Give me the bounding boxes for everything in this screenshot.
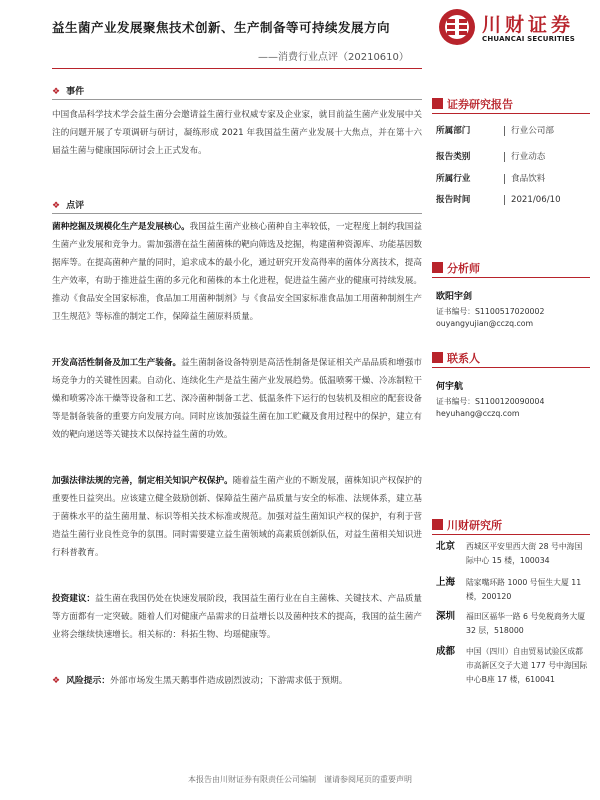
header-divider xyxy=(52,68,422,69)
section-event-heading: ❖ 事件 xyxy=(52,87,85,97)
office-city: 深圳 xyxy=(436,611,456,622)
paragraph-3-lead: 加强法律法规的完善，制定相关知识产权保护。 xyxy=(52,476,233,486)
red-block-icon xyxy=(432,519,443,530)
analyst-cert: 证书编号：S1100517020002 xyxy=(436,307,545,316)
office-address: 中国（四川）自由贸易试验区成都市高新区交子大道 177 号中海国际中心B座 17 楼，610041 xyxy=(466,647,588,684)
analyst-name: 欧阳宇剑 xyxy=(436,292,473,302)
page-footer: 本报告由川财证券有限责任公司编制 谨请参阅尾页的重要声明 xyxy=(188,775,412,784)
risk-line xyxy=(52,673,348,686)
comment-paragraph-1 xyxy=(52,218,422,326)
analyst-divider xyxy=(432,277,590,278)
office-city: 北京 xyxy=(436,541,456,552)
institute-heading: 川财研究所 xyxy=(432,517,502,533)
paragraph-2-body: 益生菌制备设备特别是高活性制备是保证相关产品品质和增强市场竞争力的关键性因素。自动化、连续化生产是益生菌产业发展趋势。低温喷雾干燥、冷冻制粒干燥和喷雾冷冻干燥等设备和工艺、深冷菌种制备工艺、低温条件下运行的包装机及相应的配套设备等是制备装备的重要方向发展方向。同时应该加强益生菌在加工贮藏及食用过程中的保护，建立有效的靶向递送等关键技术以保持益生菌的功效。 xyxy=(52,358,422,440)
diamond-icon: ❖ xyxy=(52,87,61,97)
report-info-row: 所属行业 食品饮料 xyxy=(436,174,546,184)
risk-text: 外部市场发生黑天鹅事件造成剧烈波动；下游需求低于预期。 xyxy=(110,676,348,686)
diamond-icon: ❖ xyxy=(52,676,61,686)
report-info-row: 所属部门 行业公司部 xyxy=(436,126,554,136)
comment-paragraph-2 xyxy=(52,354,422,444)
contact-cert: 证书编号：S1100120090004 xyxy=(436,397,545,406)
analyst-heading: 分析师 xyxy=(432,260,480,276)
logo-cn-text: 川财证券 xyxy=(482,14,575,36)
page-title: 益生菌产业发展聚焦技术创新、生产制备等可持续发展方向 xyxy=(52,20,391,35)
office-city: 上海 xyxy=(436,577,456,588)
office-address: 陆家嘴环路 1000 号恒生大厦 11 楼，200120 xyxy=(466,578,582,601)
section-comment-divider xyxy=(52,213,422,214)
red-block-icon xyxy=(432,98,443,109)
page-subtitle: ——消费行业点评（20210610） xyxy=(258,52,409,63)
paragraph-1-body: 我国益生菌产业核心菌种自主率较低，一定程度上制约我国益生菌产业发展和竞争力。需加强潜在益生菌菌株的靶向筛选及挖掘，构建菌种资源库、功能基因数据库等。在提高菌种产量的同时，追求成本的最小化，通过研究开发高得率的菌体分离技术，提高生产效率，有助于推进益生菌的多元化和菌株的本土化进程，促进益生菌产业的健康可持续发展。推动《食品安全国家标准，食品加工用菌种制剂》与《食品安全国家标准食品加工用菌种制剂生产卫生规范》等标准的制定工作，保障益生菌原料质量。 xyxy=(52,222,422,322)
report-info-row: 报告类别 行业动态 xyxy=(436,152,546,162)
contact-name: 何宇航 xyxy=(436,382,464,392)
risk-heading: 风险提示： xyxy=(66,676,111,686)
institute-divider xyxy=(432,534,590,535)
report-info-row: 报告时间 2021/06/10 xyxy=(436,195,561,205)
red-block-icon xyxy=(432,262,443,273)
diamond-icon: ❖ xyxy=(52,201,61,211)
comment-paragraph-3 xyxy=(52,472,422,562)
office-city: 成都 xyxy=(436,646,456,657)
report-info-divider xyxy=(432,113,590,114)
analyst-email[interactable]: ouyangyujian@cczq.com xyxy=(436,319,534,328)
logo-mark-icon xyxy=(438,8,476,46)
contact-divider xyxy=(432,367,590,368)
event-text: 中国食品科学技术学会益生菌分会邀请益生菌行业权威专家及企业家，就目前益生菌产业发展中关注的问题开展了专项调研与研讨，凝练形成 2021 年我国益生菌产业发展十大焦点，并在第十六届益生菌与健康国际研讨会上正式发布。 xyxy=(52,110,422,156)
paragraph-2-lead: 开发高活性制备及加工生产装备。 xyxy=(52,358,182,368)
red-block-icon xyxy=(432,352,443,363)
paragraph-3-body: 随着益生菌产业的不断发展，菌株知识产权保护的重要性日益突出。应该建立健全鼓励创新、保障益生菌产品质量与安全的标准、法规体系，建立基于菌株水平的益生菌用量、标识等相关技术标准或规范。加强对益生菌知识产权的保护，有利于营造益生菌行业良性竞争的氛围。同时需要建立益生菌领域的高素质创新队伍，对益生菌相关知识进行科普教育。 xyxy=(52,476,422,558)
section-event-divider xyxy=(52,99,422,100)
paragraph-4-body: 益生菌在我国仍处在快速发展阶段，我国益生菌行业在自主菌株、关键技术、产品质量等方面都有一定突破。随着人们对健康产品需求的日益增长以及菌种技术的提高，我国的益生菌产业将会继续快速增长。相关标的：科拓生物、均瑶健康等。 xyxy=(52,594,422,640)
paragraph-1-lead: 菌种挖掘及规模化生产是发展核心。 xyxy=(52,222,190,232)
office-address: 福田区福华一路 6 号免税商务大厦 32 层，518000 xyxy=(466,612,586,635)
logo-en-text: CHUANCAI SECURITIES xyxy=(482,35,575,43)
contact-email[interactable]: heyuhang@cczq.com xyxy=(436,409,520,418)
company-logo xyxy=(438,8,598,48)
office-address: 西城区平安里西大街 28 号中海国际中心 15 楼，100034 xyxy=(466,542,583,565)
paragraph-4-lead: 投资建议： xyxy=(52,594,96,604)
contact-heading: 联系人 xyxy=(432,350,480,366)
comment-paragraph-4 xyxy=(52,590,422,644)
section-comment-heading: ❖ 点评 xyxy=(52,201,85,211)
report-info-heading: 证券研究报告 xyxy=(432,96,513,112)
